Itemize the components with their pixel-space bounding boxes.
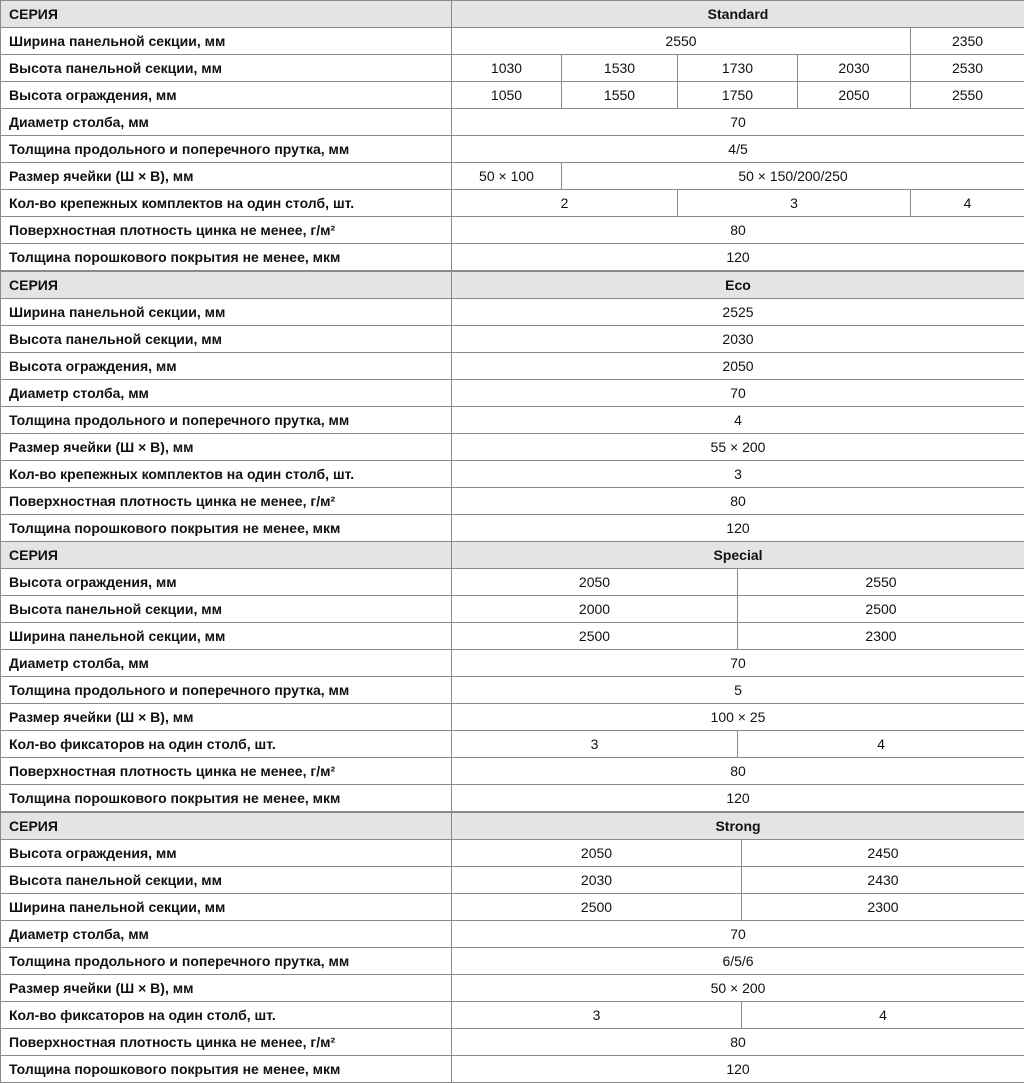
spec-label: Диаметр столба, мм bbox=[1, 650, 452, 677]
spec-row bbox=[1, 434, 1024, 461]
spec-row bbox=[1, 758, 1024, 785]
spec-value: 80 bbox=[452, 1029, 1024, 1056]
spec-value: 2500 bbox=[452, 623, 738, 650]
spec-value: 5 bbox=[452, 677, 1024, 704]
series-header-row bbox=[1, 813, 1024, 840]
spec-row bbox=[1, 461, 1024, 488]
series-strong-table bbox=[0, 812, 1024, 1083]
spec-value: 55 × 200 bbox=[452, 434, 1024, 461]
spec-label: Поверхностная плотность цинка не менее, г/м² bbox=[1, 758, 452, 785]
spec-row bbox=[1, 217, 1024, 244]
spec-value: 2550 bbox=[911, 82, 1024, 109]
spec-value: 70 bbox=[452, 380, 1024, 407]
spec-row bbox=[1, 623, 1024, 650]
spec-value: 50 × 150/200/250 bbox=[562, 163, 1024, 190]
spec-row bbox=[1, 785, 1024, 812]
spec-value: 2300 bbox=[738, 623, 1024, 650]
series-name: Special bbox=[452, 542, 1024, 569]
spec-value: 2000 bbox=[452, 596, 738, 623]
spec-label: Толщина порошкового покрытия не менее, мкм bbox=[1, 785, 452, 812]
spec-row bbox=[1, 677, 1024, 704]
spec-row bbox=[1, 136, 1024, 163]
spec-label: Диаметр столба, мм bbox=[1, 109, 452, 136]
spec-value: 2050 bbox=[452, 840, 742, 867]
series-eco-table bbox=[0, 271, 1024, 542]
series-standard-section bbox=[0, 0, 1024, 271]
spec-label: Высота панельной секции, мм bbox=[1, 55, 452, 82]
spec-value: 4 bbox=[452, 407, 1024, 434]
series-label: СЕРИЯ bbox=[1, 542, 452, 569]
spec-row bbox=[1, 109, 1024, 136]
spec-label: Высота ограждения, мм bbox=[1, 353, 452, 380]
spec-label: Кол-во фиксаторов на один столб, шт. bbox=[1, 731, 452, 758]
series-label: СЕРИЯ bbox=[1, 1, 452, 28]
spec-value: 1730 bbox=[678, 55, 798, 82]
series-header-row bbox=[1, 272, 1024, 299]
spec-row bbox=[1, 569, 1024, 596]
spec-row bbox=[1, 190, 1024, 217]
spec-row bbox=[1, 948, 1024, 975]
spec-value: 2350 bbox=[911, 28, 1024, 55]
spec-row bbox=[1, 1029, 1024, 1056]
spec-value: 2050 bbox=[452, 569, 738, 596]
series-strong-section bbox=[0, 812, 1024, 1083]
spec-value: 120 bbox=[452, 244, 1024, 271]
spec-value: 3 bbox=[452, 1002, 742, 1029]
spec-value: 70 bbox=[452, 109, 1024, 136]
spec-value: 2030 bbox=[452, 867, 742, 894]
series-name: Standard bbox=[452, 1, 1024, 28]
spec-label: Толщина порошкового покрытия не менее, мкм bbox=[1, 244, 452, 271]
spec-row bbox=[1, 1002, 1024, 1029]
spec-value: 2300 bbox=[742, 894, 1024, 921]
spec-value: 2525 bbox=[452, 299, 1024, 326]
spec-label: Толщина продольного и поперечного прутка, мм bbox=[1, 677, 452, 704]
spec-row bbox=[1, 894, 1024, 921]
series-header-row bbox=[1, 542, 1024, 569]
spec-value: 120 bbox=[452, 515, 1024, 542]
spec-row bbox=[1, 975, 1024, 1002]
spec-value: 3 bbox=[452, 461, 1024, 488]
spec-row bbox=[1, 28, 1024, 55]
spec-label: Толщина продольного и поперечного прутка, мм bbox=[1, 948, 452, 975]
spec-value: 4 bbox=[738, 731, 1024, 758]
spec-value: 120 bbox=[452, 1056, 1024, 1083]
series-eco-section bbox=[0, 271, 1024, 542]
series-name: Strong bbox=[452, 813, 1024, 840]
spec-label: Ширина панельной секции, мм bbox=[1, 28, 452, 55]
spec-row bbox=[1, 299, 1024, 326]
spec-label: Высота панельной секции, мм bbox=[1, 326, 452, 353]
spec-value: 80 bbox=[452, 217, 1024, 244]
spec-value: 2500 bbox=[452, 894, 742, 921]
spec-row bbox=[1, 1056, 1024, 1083]
spec-row bbox=[1, 82, 1024, 109]
spec-value: 70 bbox=[452, 650, 1024, 677]
spec-value: 2500 bbox=[738, 596, 1024, 623]
spec-value: 1750 bbox=[678, 82, 798, 109]
spec-label: Толщина продольного и поперечного прутка, мм bbox=[1, 136, 452, 163]
spec-row bbox=[1, 867, 1024, 894]
spec-value: 1530 bbox=[562, 55, 678, 82]
spec-label: Размер ячейки (Ш × В), мм bbox=[1, 704, 452, 731]
spec-label: Кол-во фиксаторов на один столб, шт. bbox=[1, 1002, 452, 1029]
spec-row bbox=[1, 840, 1024, 867]
spec-value: 1550 bbox=[562, 82, 678, 109]
spec-row bbox=[1, 731, 1024, 758]
series-special-table bbox=[0, 541, 1024, 812]
spec-label: Толщина порошкового покрытия не менее, мкм bbox=[1, 515, 452, 542]
spec-label: Толщина продольного и поперечного прутка, мм bbox=[1, 407, 452, 434]
series-header-row bbox=[1, 1, 1024, 28]
spec-label: Поверхностная плотность цинка не менее, г/м² bbox=[1, 217, 452, 244]
spec-row bbox=[1, 596, 1024, 623]
spec-row bbox=[1, 488, 1024, 515]
series-special-section bbox=[0, 541, 1024, 812]
spec-value: 4 bbox=[742, 1002, 1024, 1029]
spec-label: Диаметр столба, мм bbox=[1, 921, 452, 948]
spec-label: Высота ограждения, мм bbox=[1, 82, 452, 109]
spec-label: Поверхностная плотность цинка не менее, г/м² bbox=[1, 488, 452, 515]
spec-value: 1050 bbox=[452, 82, 562, 109]
spec-label: Ширина панельной секции, мм bbox=[1, 623, 452, 650]
spec-value: 2050 bbox=[798, 82, 911, 109]
spec-value: 1030 bbox=[452, 55, 562, 82]
spec-label: Высота панельной секции, мм bbox=[1, 596, 452, 623]
spec-value: 4/5 bbox=[452, 136, 1024, 163]
spec-value: 4 bbox=[911, 190, 1024, 217]
spec-value: 70 bbox=[452, 921, 1024, 948]
spec-value: 2550 bbox=[738, 569, 1024, 596]
spec-row bbox=[1, 515, 1024, 542]
spec-value: 2550 bbox=[452, 28, 911, 55]
spec-label: Размер ячейки (Ш × В), мм bbox=[1, 975, 452, 1002]
spec-value: 80 bbox=[452, 488, 1024, 515]
spec-value: 2 bbox=[452, 190, 678, 217]
spec-value: 100 × 25 bbox=[452, 704, 1024, 731]
spec-label: Высота ограждения, мм bbox=[1, 840, 452, 867]
spec-value: 120 bbox=[452, 785, 1024, 812]
spec-value: 80 bbox=[452, 758, 1024, 785]
spec-label: Кол-во крепежных комплектов на один столб, шт. bbox=[1, 190, 452, 217]
spec-label: Размер ячейки (Ш × В), мм bbox=[1, 163, 452, 190]
spec-label: Кол-во крепежных комплектов на один столб, шт. bbox=[1, 461, 452, 488]
spec-row bbox=[1, 326, 1024, 353]
spec-value: 2050 bbox=[452, 353, 1024, 380]
spec-row bbox=[1, 921, 1024, 948]
spec-value: 50 × 100 bbox=[452, 163, 562, 190]
spec-value: 6/5/6 bbox=[452, 948, 1024, 975]
spec-value: 50 × 200 bbox=[452, 975, 1024, 1002]
spec-row bbox=[1, 244, 1024, 271]
spec-value: 2030 bbox=[452, 326, 1024, 353]
spec-label: Ширина панельной секции, мм bbox=[1, 299, 452, 326]
spec-label: Ширина панельной секции, мм bbox=[1, 894, 452, 921]
spec-value: 2530 bbox=[911, 55, 1024, 82]
spec-value: 3 bbox=[452, 731, 738, 758]
spec-row bbox=[1, 353, 1024, 380]
series-name: Eco bbox=[452, 272, 1024, 299]
spec-value: 2030 bbox=[798, 55, 911, 82]
spec-label: Высота ограждения, мм bbox=[1, 569, 452, 596]
series-label: СЕРИЯ bbox=[1, 813, 452, 840]
spec-row bbox=[1, 650, 1024, 677]
spec-label: Поверхностная плотность цинка не менее, г/м² bbox=[1, 1029, 452, 1056]
series-standard-table bbox=[0, 0, 1024, 271]
spec-row bbox=[1, 704, 1024, 731]
spec-value: 2450 bbox=[742, 840, 1024, 867]
spec-label: Толщина порошкового покрытия не менее, мкм bbox=[1, 1056, 452, 1083]
spec-row bbox=[1, 55, 1024, 82]
spec-label: Высота панельной секции, мм bbox=[1, 867, 452, 894]
spec-label: Диаметр столба, мм bbox=[1, 380, 452, 407]
spec-value: 3 bbox=[678, 190, 911, 217]
spec-label: Размер ячейки (Ш × В), мм bbox=[1, 434, 452, 461]
spec-value: 2430 bbox=[742, 867, 1024, 894]
series-label: СЕРИЯ bbox=[1, 272, 452, 299]
spec-row bbox=[1, 380, 1024, 407]
spec-row bbox=[1, 407, 1024, 434]
spec-row bbox=[1, 163, 1024, 190]
